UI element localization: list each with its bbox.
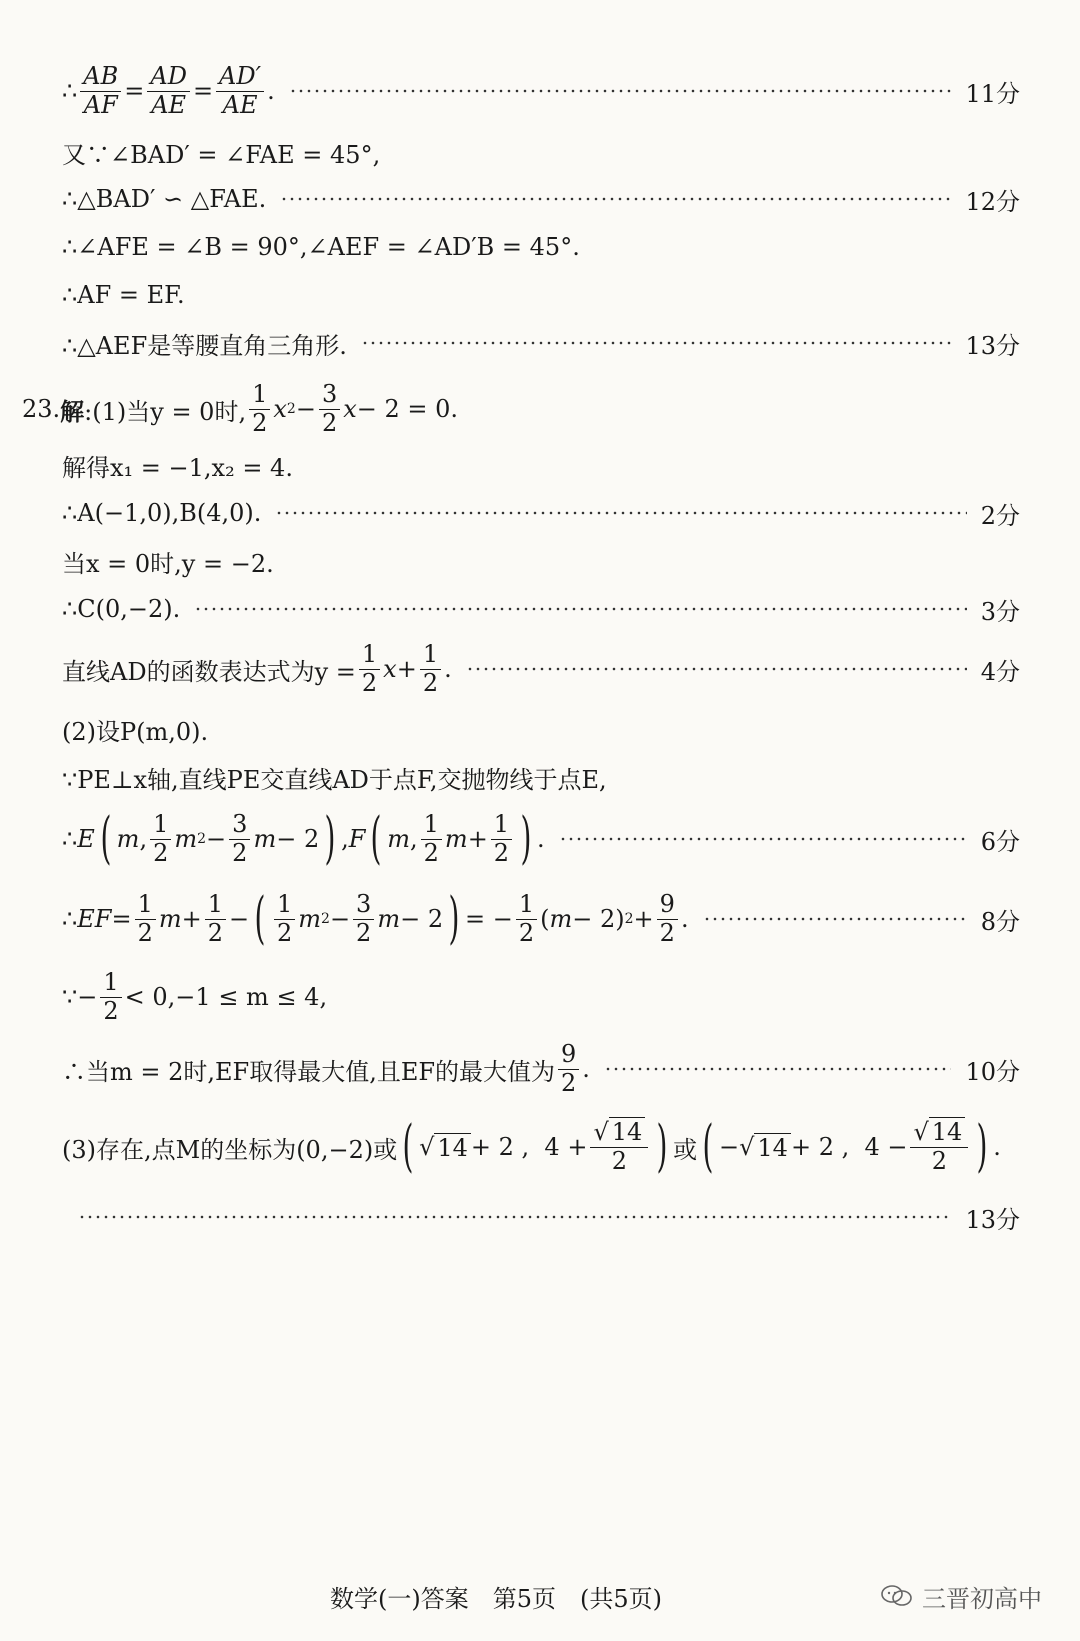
score: 13分 bbox=[965, 1205, 1020, 1234]
line-angles: ∴∠AFE = ∠B = 90°,∠AEF = ∠AD′B = 45°. bbox=[62, 233, 580, 261]
score: 6分 bbox=[980, 827, 1020, 856]
line-x0: 当x = 0时,y = −2. bbox=[62, 549, 274, 578]
score: 8分 bbox=[980, 907, 1020, 936]
line-ratio: ∴ AB AF = AD AE = AD′ AE . 11分 bbox=[62, 61, 1020, 119]
line-point-m: (3)存在,点M的坐标为(0,−2)或 ( √ 14 + 2 , 4 + √ 14 2 ) 或 ( −√ 14 + 2 , 4 − √ 14 2 ) . bbox=[62, 1114, 1001, 1179]
line-angle-equal: 又∵∠BAD′ = ∠FAE = 45°, bbox=[62, 140, 381, 169]
score: 4分 bbox=[980, 657, 1020, 686]
score: 12分 bbox=[965, 187, 1020, 216]
line-similar: ∴△BAD′ ∽ △FAE. 12分 bbox=[62, 170, 1020, 228]
line-final-score bbox=[78, 1188, 1020, 1246]
line-points-ab: ∴A(−1,0),B(4,0). 2分 bbox=[62, 484, 1020, 542]
q23-header: 23. 解 :(1)当y = 0时, 1 2 x 2 − 3 2 x − 2 = 0. bbox=[22, 379, 459, 437]
score: 3分 bbox=[980, 597, 1020, 626]
line-roots: 解得x₁ = −1,x₂ = 4. bbox=[62, 453, 293, 482]
line-af-ef: ∴AF = EF. bbox=[62, 281, 185, 309]
solution-label: 解 bbox=[60, 396, 85, 426]
line-set-p: (2)设P(m,0). bbox=[62, 717, 209, 746]
footer-text: 数学(一)答案 第5页 (共5页) bbox=[330, 1584, 662, 1613]
score: 13分 bbox=[965, 331, 1020, 360]
wechat-icon bbox=[880, 1584, 914, 1608]
watermark-text: 三晋初高中 bbox=[922, 1584, 1042, 1613]
score: 11分 bbox=[965, 79, 1020, 108]
line-pe-perp: ∵PE⊥x轴,直线PE交直线AD于点F,交抛物线于点E, bbox=[62, 765, 607, 794]
line-ef-value: ∴ EF = 1 2 m + 1 2 − ( 1 2 m 2 − 3 2 m − 2 ) = − 1 2 ( m − 2) 2 + 9 2 . 8分 bbox=[62, 886, 1020, 951]
line-ad-expression: 直线AD的函数表达式为y = $\frac{1}{2}$ x + 1 2 . 4分 bbox=[62, 639, 1020, 697]
line-coefficient: ∵− $\frac{1}{2}$ < 0,−1 ≤ m ≤ 4, bbox=[62, 967, 328, 1025]
line-isosceles: ∴△AEF是等腰直角三角形. 13分 bbox=[62, 314, 1020, 372]
watermark bbox=[880, 1579, 1042, 1614]
line-points-ef: ∴ E ( m , 1 2 m 2 − 3 2 m − 2 ) , F ( m , 1 2 m + 1 2 ) . 6分 bbox=[62, 806, 1020, 871]
line-max: ∴当m = 2时,EF取得最大值,且EF的最大值为 9 2 . 10分 bbox=[62, 1039, 1020, 1097]
line-point-c: ∴C(0,−2). 3分 bbox=[62, 580, 1020, 638]
score: 10分 bbox=[965, 1057, 1020, 1086]
question-number: 23. bbox=[22, 395, 61, 423]
score: 2分 bbox=[980, 501, 1020, 530]
